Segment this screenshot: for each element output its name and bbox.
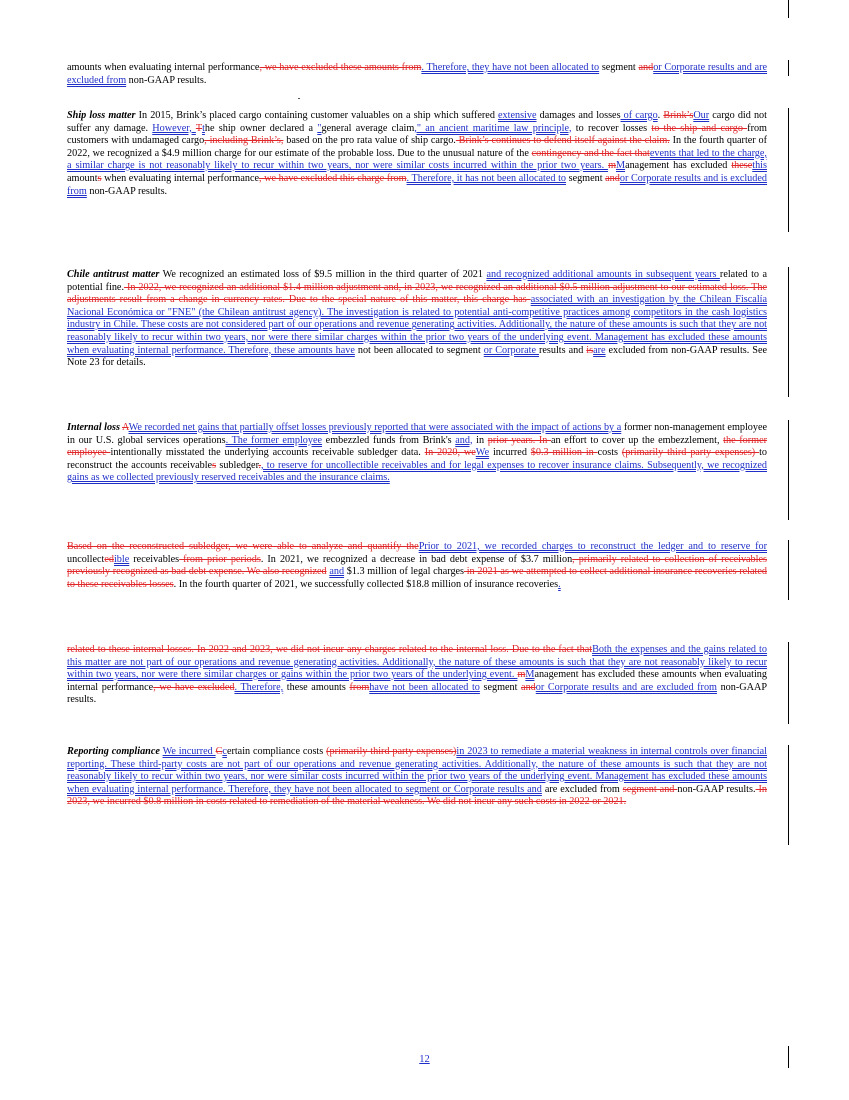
- deleted-text: (primarily third party expenses): [621, 447, 760, 459]
- inserted-text: associated with an investigation by the Chilean Fiscalía Nacional Económica or "FNE" (the Chilean antitrust agency). The investigation is related to potential anti-competitive practices among competitors in the cash logistics industry in Chile. These costs are not considered part of our operations and revenue generating activities. Additionally, the nature of these amounts is such that they are not reasonably likely to recur within two years, nor were there similar charges within the prior two years of the underlying event. Management has excluded these amounts when evaluating internal performance. Therefore, these amounts have: [67, 294, 767, 356]
- deleted-text: contingency and the fact that: [531, 147, 650, 159]
- inserted-text: We recorded net gains that partially offset losses previously reported that were associated with the impact of actions by a: [128, 422, 622, 433]
- deleted-text: Brink’s: [663, 110, 694, 121]
- inserted-text: of cargo: [620, 110, 658, 121]
- text-run: non-GAAP results.: [86, 185, 168, 197]
- deleted-text: from prior periods: [179, 553, 261, 565]
- text-run: receivables: [129, 553, 180, 565]
- text-run: .: [657, 110, 664, 121]
- text-run: from customers with undamaged cargo: [67, 122, 767, 147]
- paragraph-heading: Chile antitrust matter: [67, 269, 160, 280]
- text-run: results and: [538, 344, 587, 356]
- text-run: In 2015, Brink’s placed cargo containing customer valuables on a ship which suffered: [135, 110, 499, 121]
- change-bar: [788, 642, 789, 724]
- text-run: these amounts: [283, 681, 350, 693]
- deleted-text: , we have excluded these amounts from: [259, 62, 422, 73]
- text-run: excluded from non-GAAP results. See Note 23 for details.: [67, 344, 767, 369]
- text-run: cargo did not suffer any damage.: [67, 110, 767, 134]
- inserted-text: and,: [455, 434, 473, 446]
- inserted-text: ," an ancient maritime law principle,: [414, 122, 572, 134]
- paragraph-heading: Reporting compliance: [67, 746, 160, 757]
- inserted-text: M: [616, 160, 626, 172]
- deleted-text: In 2020, we: [424, 447, 476, 459]
- deleted-text: to the ship and cargo: [651, 122, 748, 134]
- deleted-text: .: [258, 459, 261, 471]
- deleted-text: A: [122, 422, 129, 433]
- paragraph-heading: Internal loss: [67, 422, 120, 433]
- inserted-text: . Therefore,: [234, 681, 284, 693]
- deleted-text: (primarily third party expenses): [326, 746, 457, 757]
- inserted-text: , to reserve for uncollectible receivables and for legal expenses to recover insurance claims. Subsequently, we recognized gains as we collected previously reserved receivables and the insurance claims.: [67, 459, 768, 484]
- inserted-text: Both the expenses and the gains related to this matter are not part of our operations and revenue generating activities. Additionally, the nature of these amounts is such that they are not reasonably likely to recur within two years, nor were there similar charges or gains within the prior two years of the underlying event.: [67, 644, 767, 681]
- deleted-text: and: [638, 62, 654, 73]
- inserted-text: extensive: [498, 110, 537, 121]
- text-run: related to a potential fine.: [67, 269, 767, 293]
- inserted-text: ": [317, 122, 322, 134]
- deleted-text: , including Brink’s,: [204, 135, 284, 147]
- text-run: to recover losses: [571, 122, 652, 134]
- deleted-text: C: [215, 746, 223, 757]
- deleted-text: segment and: [622, 783, 678, 795]
- inserted-text: We: [475, 447, 490, 459]
- inserted-text: . Therefore, it has not been allocated to: [406, 172, 566, 184]
- deleted-text: and: [605, 172, 620, 184]
- text-run: damages and losses: [536, 110, 621, 121]
- deleted-text: Based on the reconstructed subledger, we were able to analyze and quantify the: [67, 541, 419, 552]
- deleted-text: the former employee: [67, 434, 767, 459]
- text-run: when evaluating internal performance: [101, 172, 260, 184]
- text-run: embezzled funds from Brink's: [322, 434, 456, 446]
- inserted-text: this: [752, 160, 767, 172]
- paragraph: [67, 746, 767, 809]
- inserted-text: or Corporate: [483, 344, 539, 356]
- deleted-text: In 2022, we recognized an additional $1.4 million adjustment and, in 2023, we recognized an additional $0.5 million adjustment to our estimated loss. The adjustments result from a change in currency rates. Due to the special nature of this matter, this charge has: [67, 281, 767, 306]
- deleted-text: T: [195, 122, 203, 134]
- deleted-text: related to these internal losses. In 2022 and 2023, we did not incur any charges related to the internal loss. Due to the fact that: [67, 644, 593, 655]
- text-run: general average claim: [321, 122, 415, 134]
- text-run: We recognized an estimated loss of $9.5 million in the third quarter of 2021: [159, 269, 487, 280]
- paragraph: [67, 269, 767, 370]
- inserted-text: or Corporate results and is excluded from: [67, 172, 767, 197]
- inserted-text: in 2023 to remediate a material weakness in internal controls over financial reporting. These third-party costs are not part of our operations and revenue generating activities. Additionally, the nature of these amounts is such that they are not reasonably likely to recur within two years, nor were similar costs incurred within the prior two years of the underlying event. Management has excluded these amounts when evaluating internal performance. Therefore, they have not been allocated to segment or Corporate results and: [67, 746, 767, 795]
- inserted-text: c: [222, 746, 227, 757]
- inserted-text: ible: [113, 553, 130, 565]
- deleted-text: Brink’s continues to defend itself against the claim.: [455, 135, 670, 147]
- text-run: segment: [599, 62, 639, 73]
- deleted-text: $0.3 million in: [530, 447, 598, 459]
- inserted-text: and: [329, 566, 345, 578]
- deleted-text: , we have excluded this charge from: [259, 172, 407, 184]
- text-run: to reconstruct the accounts receivable: [67, 447, 767, 471]
- text-run: . In 2021, we recognized a decrease in bad debt expense of $3.7 million: [260, 553, 573, 565]
- text-run: are excluded from: [541, 783, 623, 795]
- text-run: intentionally misstated the underlying accounts receivable subledger data.: [110, 447, 425, 459]
- text-run: he ship owner declared a: [204, 122, 318, 134]
- text-run: In the fourth quarter of 2022, we recognized a $4.9 million charge for our estimate of the probable loss. Due to the unusual nature of the: [67, 135, 767, 159]
- text-run: anagement has excluded: [625, 160, 732, 172]
- inserted-text: and recognized additional amounts in subsequent years: [486, 269, 720, 280]
- deleted-text: and: [521, 681, 536, 693]
- paragraph-heading: Ship loss matter: [67, 110, 136, 121]
- text-run: anagement has excluded these amounts when evaluating internal performance: [67, 669, 767, 693]
- change-bar: [788, 420, 789, 520]
- page-number: [0, 1054, 849, 1065]
- deleted-text: m: [608, 160, 616, 172]
- text-run: amount: [67, 172, 98, 184]
- text-run: costs: [597, 447, 622, 459]
- change-bar: [788, 108, 789, 232]
- text-run: in: [472, 434, 488, 446]
- deleted-text: In 2023, we incurred $0.8 million in costs related to remediation of the material weakness. We did not incur any such costs in 2022 or 2021.: [67, 783, 767, 808]
- inserted-text: Our: [693, 110, 710, 121]
- text-run: non-GAAP results.: [67, 681, 767, 706]
- inserted-text: However,: [152, 122, 196, 134]
- inserted-text: have not been allocated to: [369, 681, 480, 693]
- paragraph: [67, 422, 767, 485]
- text-run: incurred: [489, 447, 531, 459]
- deleted-text: s: [97, 172, 102, 184]
- text-run: subledger: [216, 459, 259, 471]
- change-bar: [788, 745, 789, 845]
- change-bar: [788, 0, 789, 18]
- text-run: not been allocated to segment: [354, 344, 484, 356]
- text-run: ertain compliance costs: [226, 746, 327, 757]
- inserted-text: events that led to the charge, a similar charge is not reasonably likely to recur within two years, nor were similar costs incurred within the prior two years.: [67, 147, 767, 172]
- inserted-text: . The former employee: [225, 434, 323, 446]
- stray-mark: [298, 98, 300, 99]
- deleted-text: from: [349, 681, 370, 693]
- text-run: amounts when evaluating internal performance: [67, 62, 260, 73]
- page-number-text: 12: [419, 1054, 430, 1065]
- inserted-text: M: [525, 669, 535, 681]
- text-run: uncollect: [67, 553, 105, 565]
- inserted-text: or Corporate results and are excluded from: [535, 681, 717, 693]
- deleted-text: prior years. In: [487, 434, 552, 446]
- deleted-text: m: [517, 669, 526, 681]
- text-run: non-GAAP results.: [677, 783, 756, 795]
- change-bar: [788, 540, 789, 600]
- text-run: segment: [566, 172, 606, 184]
- paragraph: [67, 541, 767, 591]
- text-run: non-GAAP results.: [126, 74, 207, 86]
- inserted-text: Prior to 2021, we recorded charges to reconstruct the ledger and to reserve for: [418, 541, 767, 552]
- change-bar: [788, 60, 789, 76]
- deleted-text: is: [586, 344, 594, 356]
- paragraph: [67, 62, 767, 87]
- deleted-text: s: [212, 459, 217, 471]
- paragraph: [67, 644, 767, 707]
- deleted-text: , we have excluded: [153, 681, 235, 693]
- text-run: based on the pro rata value of ship cargo.: [283, 135, 456, 147]
- inserted-text: t: [202, 122, 205, 134]
- text-run: $1.3 million of legal charges: [344, 566, 465, 578]
- inserted-text: or Corporate results and are excluded from: [67, 62, 767, 86]
- text-run: . In the fourth quarter of 2021, we successfully collected $18.8 million of insurance recoveries: [173, 578, 559, 590]
- inserted-text: are: [593, 344, 606, 356]
- inserted-text: .: [558, 578, 561, 590]
- deleted-text: in 2021 as we attempted to collect additional insurance recoveries related to these receivables losses: [67, 566, 767, 590]
- deleted-text: these: [731, 160, 753, 172]
- paragraph: [67, 110, 767, 198]
- change-bar: [788, 267, 789, 397]
- inserted-text: We incurred: [162, 746, 216, 757]
- text-run: former non-management employee in our U.S. global services operations: [67, 422, 768, 446]
- inserted-text: . Therefore, they have not been allocated to: [421, 62, 600, 73]
- text-run: segment: [479, 681, 522, 693]
- deleted-text: ed: [104, 553, 114, 565]
- text-run: an effort to cover up the embezzlement,: [551, 434, 724, 446]
- deleted-text: , primarily related to collection of receivables previously recognized as bad debt expense. We also recognized: [67, 553, 767, 578]
